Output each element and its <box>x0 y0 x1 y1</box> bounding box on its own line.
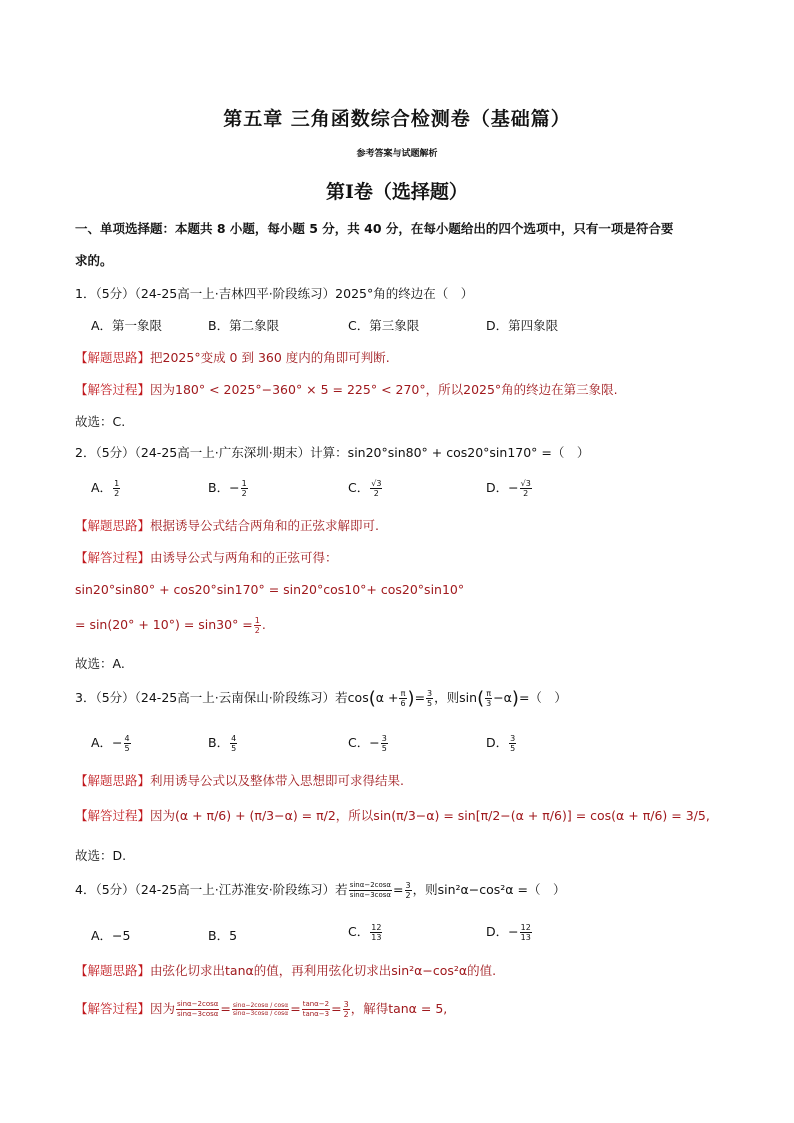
q4-option-d: D．− $\frac{12}{13}$ <box>486 923 531 942</box>
q4-option-a: A．−5 <box>91 928 131 943</box>
q2-option-b: B．− $\frac{1}{2}$ <box>208 479 247 498</box>
q2-process: 【解答过程】由诱导公式与两角和的正弦可得： <box>75 550 338 565</box>
q4-process: 【解答过程】因为 $\frac{\sin\alpha-2\cos\alpha}{\sin\alpha-3\cos\alpha}$ = $\frac{\sin\alpha-2\cos\alpha / \cos\alpha}{\sin\alpha-3\cos\alpha / \cos\alpha}$ = $\frac{\tan\alpha-2}{\tan\alpha-3}$ = $\frac{3}{2}$ ，解得tanα = 5, <box>75 1000 448 1019</box>
q1-stem: 1．（5分）（24-25高一上·吉林四平·阶段练习）2025°角的终边在（ ） <box>75 286 474 301</box>
q2-option-d: D．− $\frac{√3}{2}$ <box>486 479 531 498</box>
q3-stem: 3．（5分）（24-25高一上·云南保山·阶段练习）若cos(α + $\frac{\pi}{6}$ )= $\frac{3}{5}$ ，则sin( $\frac{\pi}{3}$ −α)=（ ） <box>75 688 567 709</box>
q1-option-d: D．第四象限 <box>486 318 559 333</box>
q4-thinking: 【解题思路】由弦化切求出tanα的值，再利用弦化切求出sin²α−cos²α的值. <box>75 963 497 978</box>
q1-process <box>75 380 618 398</box>
process-label: 【解答过程】 <box>75 382 151 397</box>
q1-thinking-text: 把2025°变成 0 到 360 度内的角即可判断. <box>150 350 390 365</box>
page-title: 第五章 三角函数综合检测卷（基础篇） <box>223 108 571 130</box>
q2-option-a: A． $\frac{1}{2}$ <box>91 479 120 498</box>
q2-derivation-line1: sin20°sin80° + cos20°sin170° = sin20°cos10°+ cos20°sin10° <box>75 582 465 597</box>
q4-option-c: C． $\frac{12}{13}$ <box>348 923 382 942</box>
q2-choice: 故选：A. <box>75 656 125 671</box>
q4-option-b: B．5 <box>208 928 238 943</box>
q1-option-b: B．第二象限 <box>208 318 280 333</box>
q2-stem: 2．（5分）（24-25高一上·广东深圳·期末）计算：sin20°sin80° + cos20°sin170° =（ ） <box>75 445 590 460</box>
page-subtitle: 参考答案与试题解析 <box>356 149 438 159</box>
q1-option-a: A．第一象限 <box>91 318 163 333</box>
q3-process: 【解答过程】因为(α + π/6) + (π/3−α) = π/2，所以sin(π/3−α) = sin[π/2−(α + π/6)] = cos(α + π/6) = 3/5, <box>75 808 710 823</box>
q2-thinking: 【解题思路】根据诱导公式结合两角和的正弦求解即可. <box>75 518 379 533</box>
section-instruction-line1: 一、单项选择题：本题共 8 小题，每小题 5 分，共 40 分，在每小题给出的四个选项中，只有一项是符合要 <box>75 221 674 236</box>
q3-option-c: C．− $\frac{3}{5}$ <box>348 734 387 753</box>
q2-derivation-line2: = sin(20° + 10°) = sin30° = $\frac{1}{2}$ . <box>75 616 266 635</box>
q1-thinking <box>75 348 390 366</box>
q1-option-c: C．第三象限 <box>348 318 420 333</box>
q3-option-b: B． $\frac{4}{5}$ <box>208 734 237 753</box>
section-instruction-line2: 求的。 <box>75 253 113 268</box>
q2-option-c: C． $\frac{√3}{2}$ <box>348 479 382 498</box>
q4-stem: 4．（5分）（24-25高一上·江苏淮安·阶段练习）若 $\frac{\sin\alpha-2\cos\alpha}{\sin\alpha-3\cos\alpha}$ = $\frac{3}{2}$ ，则sin²α−cos²α =（ ） <box>75 881 566 900</box>
q3-choice: 故选：D. <box>75 848 127 863</box>
q1-process-text: 因为180° < 2025°−360° × 5 = 225° < 270°，所以2025°角的终边在第三象限. <box>150 382 618 397</box>
q3-option-d: D． $\frac{3}{5}$ <box>486 734 516 753</box>
q1-choice: 故选：C. <box>75 414 126 429</box>
thinking-label: 【解题思路】 <box>75 350 151 365</box>
q3-option-a: A．− $\frac{4}{5}$ <box>91 734 130 753</box>
q3-thinking: 【解题思路】利用诱导公式以及整体带入思想即可求得结果. <box>75 773 404 788</box>
part-heading: 第Ⅰ卷（选择题） <box>326 181 468 203</box>
